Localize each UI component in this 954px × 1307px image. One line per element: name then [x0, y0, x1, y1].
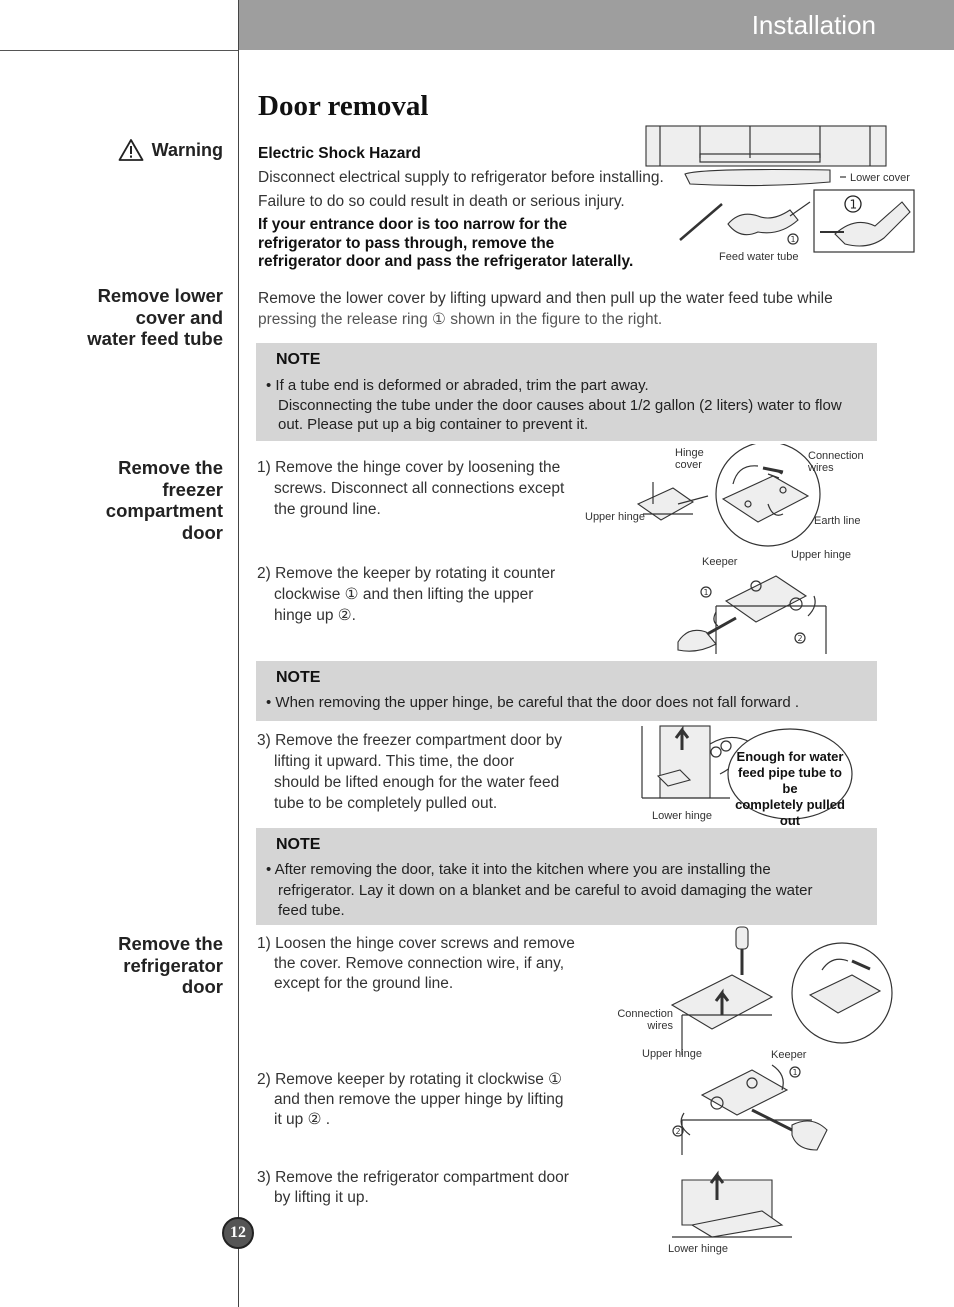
label-connection-wires-2: Connection wires [617, 1008, 673, 1032]
label-lower-hinge-2: Lower hinge [668, 1243, 728, 1255]
freezer-step-1: 1) Remove the hinge cover by loosening the screws. Disconnect all connections except the ground line. [257, 459, 565, 518]
note-title-3: NOTE [276, 836, 321, 853]
note-box-2 [256, 661, 877, 721]
label-upper-hinge-3: Upper hinge [642, 1048, 702, 1060]
warning-line-2: Failure to do so could result in death or serious injury. [258, 193, 625, 210]
figure-lower-cover [640, 124, 920, 269]
note-text: • If a tube end is deformed or abraded, trim the part away. Disconnecting the tube under the door causes about 1/2 gallon (2 liters) water to flow out. Please put up a big container to prevent it. [266, 377, 842, 433]
label-keeper: Keeper [702, 556, 738, 568]
label-connection-wires: Connection wires [808, 450, 864, 474]
warning-triangle-icon [118, 138, 144, 162]
svg-text:1: 1 [703, 588, 709, 597]
warning-label: Warning [151, 139, 223, 160]
note-text-3: • After removing the door, take it into the kitchen where you are installing the refrigerator. Lay it down on a blanket and be careful to avoid damaging the water feed tube. [266, 861, 813, 919]
margin-divider [238, 0, 239, 1307]
fridge-step-3: 3) Remove the refrigerator compartment door by lifting it up. [257, 1169, 569, 1206]
label-lower-hinge: Lower hinge [652, 810, 712, 822]
fridge-step-2: 2) Remove keeper by rotating it clockwise ① and then remove the upper hinge by lifting it up ② . [257, 1071, 564, 1128]
heading-remove-freezer-door: Remove the freezer compartment door [105, 457, 223, 543]
note-title-2: NOTE [276, 669, 321, 686]
figure-hinge-cover [583, 444, 883, 550]
section-title: Installation [751, 10, 876, 40]
page-title: Door removal [258, 90, 429, 122]
figure-refrigerator-door [612, 925, 902, 1260]
freezer-step-2: 2) Remove the keeper by rotating it counter clockwise ① and then lifting the upper hinge up ②. [257, 565, 556, 624]
freezer-step-3: 3) Remove the freezer compartment door by lifting it upward. This time, the door should be lifted enough for the water feed tube to be completely pulled out. [257, 732, 562, 812]
fridge-step-1: 1) Loosen the hinge cover screws and remove the cover. Remove connection wire, if any, except for the ground line. [257, 935, 575, 992]
refrigerator-hinge-illustration [612, 925, 902, 1260]
warning-bold-3: refrigerator door and pass the refrigerator laterally. [258, 253, 634, 270]
svg-text:2: 2 [675, 1127, 681, 1136]
label-earth-line: Earth line [814, 515, 861, 527]
warning-line-1: Disconnect electrical supply to refrigerator before installing. [258, 169, 664, 186]
hazard-title: Electric Shock Hazard [258, 145, 421, 162]
heading-remove-lower-cover: Remove lower cover and water feed tube [87, 285, 223, 349]
label-upper-hinge-2: Upper hinge [791, 549, 851, 561]
warning-text [258, 144, 664, 272]
note-box-1 [256, 343, 877, 441]
warning-bold-1: If your entrance door is too narrow for the [258, 216, 568, 233]
label-upper-hinge: Upper hinge [585, 511, 645, 523]
figure-keeper [676, 546, 881, 654]
label-feed-water-tube: Feed water tube [719, 251, 799, 263]
lower-cover-illustration [640, 124, 920, 269]
heading-remove-refrigerator-door: Remove the refrigerator door [118, 933, 223, 997]
figure-lower-hinge [640, 724, 865, 826]
note-text-2: • When removing the upper hinge, be careful that the door does not fall forward . [266, 694, 800, 711]
label-keeper-2: Keeper [771, 1049, 807, 1061]
svg-text:2: 2 [797, 634, 803, 643]
page-number: 12 [222, 1217, 254, 1249]
svg-text:1: 1 [849, 197, 858, 212]
lower-cover-text: Remove the lower cover by lifting upward and then pull up the water feed tube while pressing the release ring ① shown in the figure to the right. [258, 290, 833, 328]
header-divider [0, 50, 238, 51]
note-box-3 [256, 828, 877, 925]
note-title: NOTE [276, 351, 321, 368]
label-hinge-cover: Hinge cover [675, 447, 704, 471]
callout-enough-tube: Enough for water feed pipe tube to be completely pulled out [735, 749, 845, 828]
label-lower-cover: Lower cover [850, 172, 910, 184]
svg-text:1: 1 [790, 235, 796, 244]
svg-text:1: 1 [792, 1068, 798, 1077]
warning-heading [118, 138, 223, 162]
warning-bold-2: refrigerator to pass through, remove the [258, 234, 555, 252]
